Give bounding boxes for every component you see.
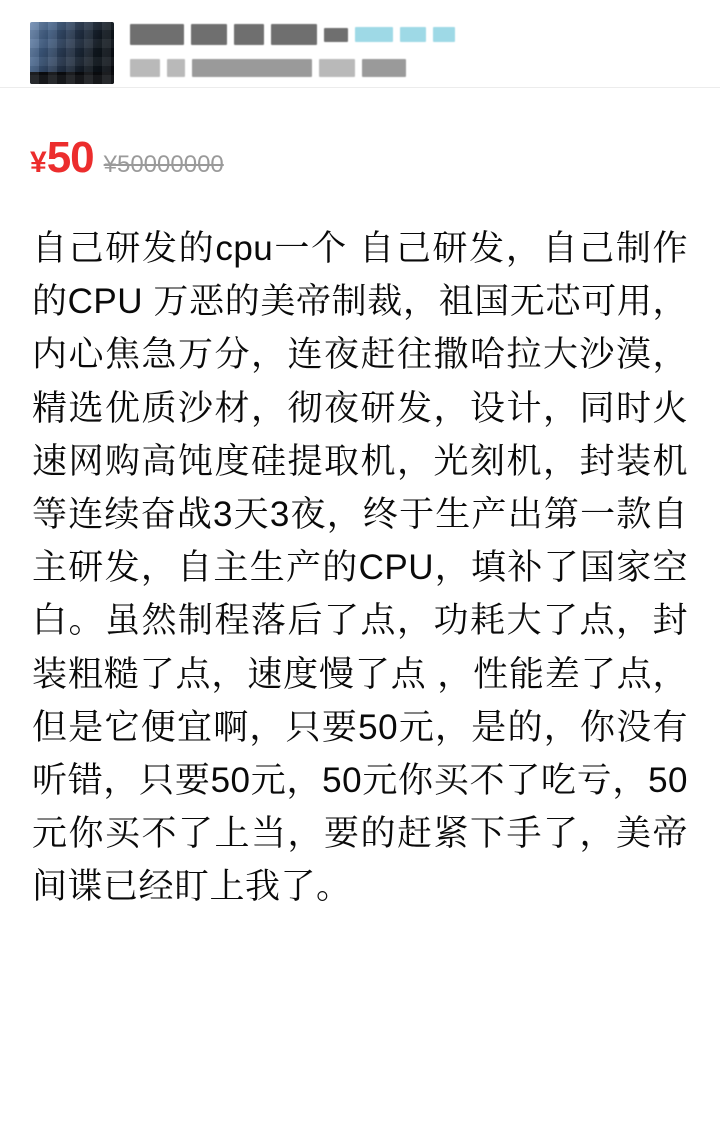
redaction-block	[234, 24, 264, 45]
seller-subtitle-redacted	[130, 59, 690, 77]
redaction-block	[362, 59, 406, 77]
avatar-bottom-bar	[30, 72, 114, 84]
seller-avatar[interactable]	[30, 22, 114, 84]
product-description: 自己研发的cpu一个 自己研发，自己制作的CPU 万恶的美帝制裁，祖国无芯可用，内心焦急万分，连夜赶往撒哈拉大沙漠，精选优质沙材，彻夜研发，设计，同时火速网购高饨度硅提取机，光刻机，封装机等连续奋战3天3夜，终于生产出第一款自主研发，自主生产的CPU，填补了国家空白。虽然制程落后了点，功耗大了点，封装粗糙了点，速度慢了点 ，性能差了点，但是它便宜啊，只要50元，是的，你没有听错，只要50元，50元你买不了吃亏，50元你买不了上当，要的赶紧下手了，美帝间谍已经盯上我了。	[32, 229, 688, 907]
price-current: 50	[46, 133, 94, 182]
redaction-block	[167, 59, 185, 77]
redaction-block	[433, 27, 455, 42]
redaction-block	[355, 27, 393, 42]
redaction-block	[130, 59, 160, 77]
redaction-block	[319, 59, 355, 77]
price-block	[0, 88, 720, 180]
redaction-block	[191, 24, 227, 45]
redaction-block	[192, 59, 312, 77]
price-original: ¥50000000	[103, 151, 224, 178]
seller-name-redacted	[130, 24, 690, 45]
redaction-block	[324, 28, 348, 42]
redaction-block	[271, 24, 317, 45]
seller-meta	[130, 22, 690, 91]
seller-header	[0, 0, 720, 88]
redaction-block	[400, 27, 426, 42]
redaction-block	[130, 24, 184, 45]
price-currency-symbol: ¥	[30, 146, 47, 179]
